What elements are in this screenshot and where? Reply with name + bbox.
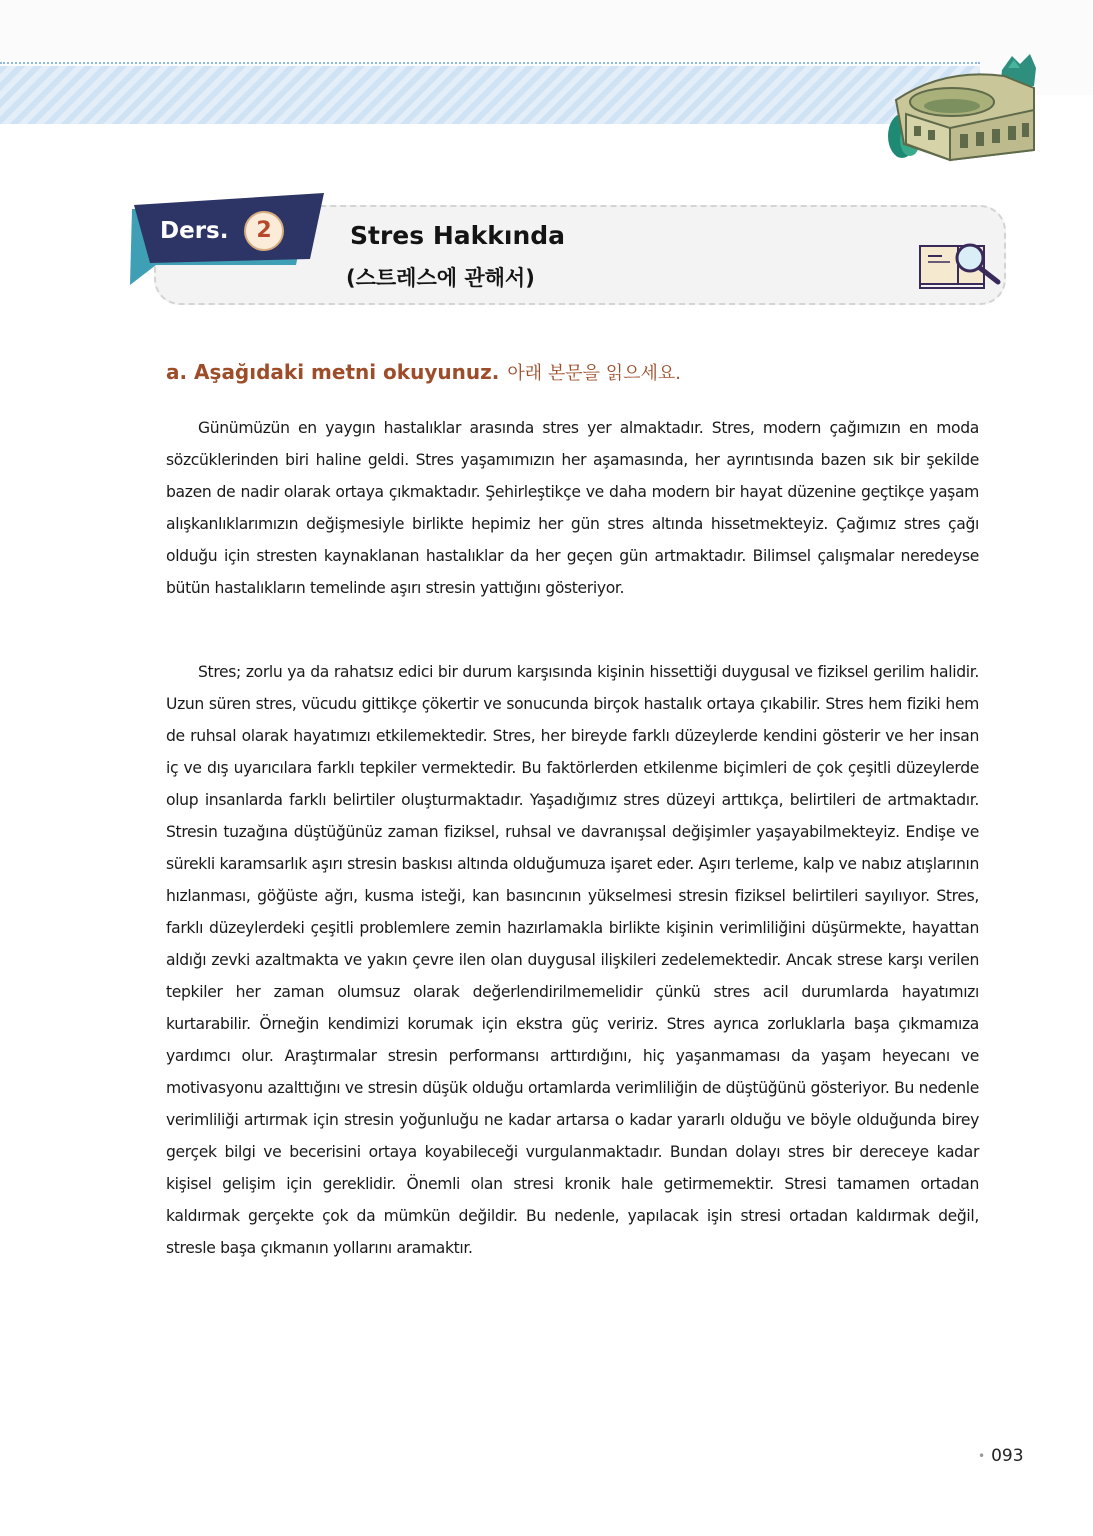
lesson-label: Ders. — [160, 218, 229, 244]
paragraph-1: Günümüzün en yaygın hastalıklar arasında stres yer almaktadır. Stres, modern çağımızın en moda sözcüklerinden biri haline geldi. Stres yaşamımızın her aşamasında, her ayrıntısında bazen sık bir şekilde bazen de nadir olarak ortaya çıkmaktadır. Şehirleştikçe ve daha modern bir hayat düzenine geçtikçe yaşam alışkanlıklarımızın değişmesiyle birlikte hepimiz her gün stres altında hissetmekteyiz. Çağımız stres çağı olduğu için stresten kaynaklanan hastalıklar da her geçen gün artmaktadır. Bilimsel çalışmalar neredeyse bütün hastalıkların temelinde aşırı stresin yattığını gösteriyor. — [166, 419, 979, 597]
page-dot: • — [978, 1449, 986, 1463]
reading-instruction — [166, 359, 681, 385]
amphitheater-illustration-icon — [884, 48, 1044, 168]
paragraph-2: Stres; zorlu ya da rahatsız edici bir durum karşısında kişinin hissettiği duygusal ve fiziksel gerilim halidir. Uzun süren stres, vücudu gittikçe çökertir ve sonucunda birçok hastalık ortaya çıkabilir. Stres hem fiziki hem de ruhsal olarak hayatımızı etkilemektedir. Stres, her bireyde farklı düzeylerde kendini gösterir ve her insan iç ve dış uyarıcılara farklı tepkiler vermektedir. Bu faktörlerden etkilenme biçimleri de çok çeşitli düzeylerde olup insanlarda farklı belirtiler oluşturmaktadır. Yaşadığımız stres düzeyi arttıkça, belirtileri de artmaktadır. Stresin tuzağına düştüğünüz zaman fiziksel, ruhsal ve davranışsal değişimler yaşayabilmekteyiz. Endişe ve sürekli karamsarlık aşırı stresin baskısı altında olduğumuza işaret eder. Aşırı terleme, kalp ve nabız atışlarının hızlanması, göğüste ağrı, kusma isteği, kan basıncının yükselmesi stresin fiziksel belirtileri sayılıyor. Stres, farklı düzeylerdeki çeşitli problemlere zemin hazırlamakla birlikte kişinin verimliliğini düşürmekte, hayattan aldığı zevki azaltmakta ve yakın çevre ilen olan duygusal ilişkileri zedelemektedir. Ancak strese karşı verilen tepkiler her zaman olumsuz olarak değerlendirilmemelidir çünkü stres acil durumlarda hayatımızı kurtarabilir. Örneğin kendimizi korumak için ekstra güç veririz. Stres ayrıca zorluklarla başa çıkmamıza yardımcı olur. Araştırmalar stresin performansı arttırdığını, hiç yaşanmaması da yaşam heyecanı ve motivasyonu azalttığını ve stresin düşük olduğu ortamlarda verimliliğin de düştüğünü gösteriyor. Bu nedenle verimliliği artırmak için stresin yoğunluğu ne kadar artarsa o kadar yararlı olduğu ve böyle olduğunda birey gerçek bilgi ve becerisini ortaya koyabileceği vurgulanmaktadır. Bundan dolayı stres bir dereceye kadar kişisel gelişim için gereklidir. Önemli olan stresi kronik hale getirmemektir. Stresi tamamen ortadan kaldırmak gerçekte çok da mümkün değildir. Bu nedenle, yapılacak işin stresi ortadan kaldırmak değil, stresle başa çıkmanın yollarını aramaktır. — [166, 663, 979, 1257]
header-stripe-band — [0, 66, 980, 124]
page-number-value: 093 — [991, 1446, 1024, 1466]
page-number — [978, 1446, 1024, 1466]
lesson-number-badge: 2 — [244, 211, 284, 251]
instruction-turkish: a. Aşağıdaki metni okuyunuz. — [166, 360, 500, 384]
lesson-title: Stres Hakkında — [350, 221, 566, 250]
lesson-subtitle: (스트레스에 관해서) — [346, 266, 535, 290]
header-dotted-line — [0, 62, 980, 64]
book-magnifier-icon — [918, 240, 1002, 290]
instruction-korean: 아래 본문을 읽으세요. — [507, 363, 681, 384]
